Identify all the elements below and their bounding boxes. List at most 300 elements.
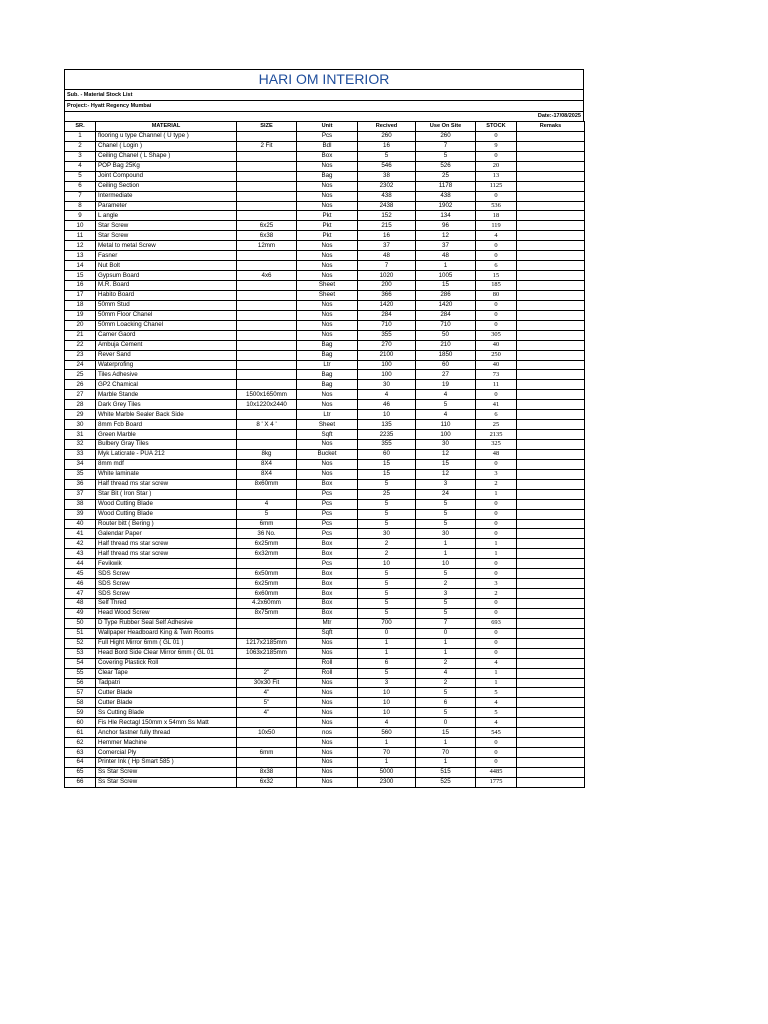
use-on-site-cell: 1005 xyxy=(416,271,476,281)
sr-cell: 66 xyxy=(65,777,96,787)
size-cell xyxy=(237,628,297,638)
stock-cell: 0 xyxy=(476,241,517,251)
unit-cell: nos xyxy=(297,728,358,738)
recived-cell: 1020 xyxy=(358,271,416,281)
use-on-site-cell: 3 xyxy=(416,479,476,489)
unit-cell: Bag xyxy=(297,380,358,390)
sr-cell: 20 xyxy=(65,320,96,330)
use-on-site-cell: 10 xyxy=(416,559,476,569)
stock-cell: 9 xyxy=(476,141,517,151)
material-cell: Metal to metal Screw xyxy=(96,241,237,251)
table-body xyxy=(65,131,585,787)
use-on-site-cell: 50 xyxy=(416,330,476,340)
use-on-site-cell: 5 xyxy=(416,400,476,410)
unit-cell: Pcs xyxy=(297,519,358,529)
remarks-cell xyxy=(517,231,585,241)
stock-cell: 15 xyxy=(476,271,517,281)
material-cell: Camer Gaord xyxy=(96,330,237,340)
size-cell xyxy=(237,161,297,171)
stock-cell: 536 xyxy=(476,201,517,211)
use-on-site-cell: 5 xyxy=(416,509,476,519)
table-row xyxy=(65,320,585,330)
use-on-site-cell: 100 xyxy=(416,430,476,440)
remarks-cell xyxy=(517,221,585,231)
recived-cell: 30 xyxy=(358,380,416,390)
use-on-site-cell: 0 xyxy=(416,718,476,728)
material-cell: 50mm Floor Chanel xyxy=(96,310,237,320)
stock-cell: 73 xyxy=(476,370,517,380)
material-cell: Fevikwik xyxy=(96,559,237,569)
sr-cell: 17 xyxy=(65,290,96,300)
unit-cell: Bag xyxy=(297,340,358,350)
recived-cell: 215 xyxy=(358,221,416,231)
remarks-cell xyxy=(517,400,585,410)
material-cell: Covering Plastick Roll xyxy=(96,658,237,668)
sr-cell: 26 xyxy=(65,380,96,390)
stock-cell: 0 xyxy=(476,519,517,529)
material-cell: Bulbery Gray Tiles xyxy=(96,440,237,450)
material-cell: White Marble Sealer Back Side xyxy=(96,410,237,420)
recived-cell: 7 xyxy=(358,261,416,271)
recived-cell: 5 xyxy=(358,509,416,519)
material-cell: POP Bag 25Kg xyxy=(96,161,237,171)
sr-cell: 49 xyxy=(65,608,96,618)
size-cell: 6x32 xyxy=(237,777,297,787)
table-row xyxy=(65,420,585,430)
remarks-cell xyxy=(517,489,585,499)
recived-cell: 355 xyxy=(358,440,416,450)
recived-cell: 5 xyxy=(358,608,416,618)
stock-cell: 0 xyxy=(476,599,517,609)
remarks-cell xyxy=(517,261,585,271)
material-cell: Waterprofing xyxy=(96,360,237,370)
unit-cell: Box xyxy=(297,539,358,549)
size-cell: 30x30 Fit xyxy=(237,678,297,688)
size-cell: 1500x1650mm xyxy=(237,390,297,400)
sr-cell: 61 xyxy=(65,728,96,738)
recived-cell: 2302 xyxy=(358,181,416,191)
stock-cell: 4 xyxy=(476,658,517,668)
stock-cell: 4485 xyxy=(476,767,517,777)
unit-cell: Pcs xyxy=(297,499,358,509)
unit-cell: Nos xyxy=(297,688,358,698)
use-on-site-cell: 5 xyxy=(416,688,476,698)
use-on-site-cell: 12 xyxy=(416,449,476,459)
recived-cell: 4 xyxy=(358,718,416,728)
recived-cell: 5000 xyxy=(358,767,416,777)
unit-cell: Nos xyxy=(297,767,358,777)
table-row xyxy=(65,748,585,758)
use-on-site-cell: 5 xyxy=(416,519,476,529)
use-on-site-cell: 4 xyxy=(416,668,476,678)
material-cell: Chanel ( Login ) xyxy=(96,141,237,151)
use-on-site-cell: 27 xyxy=(416,370,476,380)
unit-cell: Nos xyxy=(297,777,358,787)
material-cell: Intermediate xyxy=(96,191,237,201)
remarks-cell xyxy=(517,589,585,599)
table-row xyxy=(65,340,585,350)
use-on-site-cell: 12 xyxy=(416,469,476,479)
table-row xyxy=(65,300,585,310)
remarks-cell xyxy=(517,618,585,628)
table-row xyxy=(65,708,585,718)
recived-cell: 2 xyxy=(358,549,416,559)
use-on-site-cell: 710 xyxy=(416,320,476,330)
size-cell: 2" xyxy=(237,668,297,678)
remarks-cell xyxy=(517,360,585,370)
use-on-site-cell: 48 xyxy=(416,251,476,261)
stock-cell: 0 xyxy=(476,320,517,330)
sr-cell: 6 xyxy=(65,181,96,191)
table-row xyxy=(65,728,585,738)
stock-cell: 0 xyxy=(476,499,517,509)
sr-cell: 56 xyxy=(65,678,96,688)
table-header-row xyxy=(65,122,585,132)
use-on-site-cell: 134 xyxy=(416,211,476,221)
use-on-site-cell: 1 xyxy=(416,261,476,271)
unit-cell: Nos xyxy=(297,261,358,271)
recived-cell: 2300 xyxy=(358,777,416,787)
remarks-cell xyxy=(517,519,585,529)
recived-cell: 700 xyxy=(358,618,416,628)
material-cell: Ss Star Screw xyxy=(96,777,237,787)
use-on-site-cell: 284 xyxy=(416,310,476,320)
stock-cell: 0 xyxy=(476,151,517,161)
stock-cell: 40 xyxy=(476,360,517,370)
recived-cell: 30 xyxy=(358,529,416,539)
sr-cell: 18 xyxy=(65,300,96,310)
remarks-cell xyxy=(517,330,585,340)
material-cell: 8mm Fcb Board xyxy=(96,420,237,430)
material-cell: Tadpatri xyxy=(96,678,237,688)
table-row xyxy=(65,271,585,281)
sr-cell: 47 xyxy=(65,589,96,599)
size-cell: 4 xyxy=(237,499,297,509)
material-cell: Nut Bolt xyxy=(96,261,237,271)
size-cell: 6x50mm xyxy=(237,569,297,579)
use-on-site-cell: 96 xyxy=(416,221,476,231)
sr-cell: 57 xyxy=(65,688,96,698)
unit-cell: Bucket xyxy=(297,449,358,459)
stock-cell: 0 xyxy=(476,559,517,569)
unit-cell: Nos xyxy=(297,330,358,340)
recived-cell: 25 xyxy=(358,489,416,499)
material-cell: Ceiling Chanel ( L Shape ) xyxy=(96,151,237,161)
size-cell xyxy=(237,171,297,181)
use-on-site-cell: 6 xyxy=(416,698,476,708)
recived-cell: 5 xyxy=(358,668,416,678)
material-cell: Wallpaper Headboard King & Twin Rooms xyxy=(96,628,237,638)
use-on-site-cell: 2 xyxy=(416,678,476,688)
table-row xyxy=(65,678,585,688)
stock-cell: 11 xyxy=(476,380,517,390)
use-on-site-cell: 526 xyxy=(416,161,476,171)
material-cell: Hemmer Machine xyxy=(96,738,237,748)
sr-cell: 36 xyxy=(65,479,96,489)
remarks-cell xyxy=(517,499,585,509)
material-cell: Galendar Paper xyxy=(96,529,237,539)
material-cell: Star Screw xyxy=(96,221,237,231)
recived-cell: 15 xyxy=(358,469,416,479)
size-cell: 6x25mm xyxy=(237,539,297,549)
remarks-cell xyxy=(517,728,585,738)
size-cell: 1063x2185mm xyxy=(237,648,297,658)
table-row xyxy=(65,688,585,698)
unit-cell: Nos xyxy=(297,320,358,330)
size-cell: 4" xyxy=(237,708,297,718)
stock-cell: 0 xyxy=(476,191,517,201)
stock-cell: 4 xyxy=(476,718,517,728)
recived-cell: 270 xyxy=(358,340,416,350)
stock-cell: 4 xyxy=(476,698,517,708)
recived-cell: 10 xyxy=(358,708,416,718)
unit-cell: Nos xyxy=(297,300,358,310)
size-cell xyxy=(237,320,297,330)
remarks-cell xyxy=(517,420,585,430)
size-cell: 6x32mm xyxy=(237,549,297,559)
stock-table xyxy=(64,121,585,788)
remarks-cell xyxy=(517,539,585,549)
remarks-cell xyxy=(517,310,585,320)
stock-cell: 3 xyxy=(476,579,517,589)
recived-cell: 260 xyxy=(358,131,416,141)
stock-cell: 0 xyxy=(476,390,517,400)
stock-cell: 1 xyxy=(476,678,517,688)
sr-cell: 54 xyxy=(65,658,96,668)
sr-cell: 41 xyxy=(65,529,96,539)
table-row xyxy=(65,668,585,678)
recived-cell: 5 xyxy=(358,479,416,489)
table-row xyxy=(65,191,585,201)
sr-cell: 35 xyxy=(65,469,96,479)
table-row xyxy=(65,131,585,141)
remarks-cell xyxy=(517,370,585,380)
use-on-site-cell: 1 xyxy=(416,539,476,549)
recived-cell: 100 xyxy=(358,370,416,380)
remarks-cell xyxy=(517,281,585,291)
remarks-cell xyxy=(517,688,585,698)
subject-line: Sub. - Material Stock List xyxy=(64,89,584,100)
remarks-cell xyxy=(517,758,585,768)
size-cell xyxy=(237,251,297,261)
sr-cell: 63 xyxy=(65,748,96,758)
table-row xyxy=(65,529,585,539)
size-cell: 1217x2185mm xyxy=(237,638,297,648)
material-cell: Wood Cutting Blade xyxy=(96,499,237,509)
remarks-cell xyxy=(517,638,585,648)
size-cell xyxy=(237,181,297,191)
unit-cell: Ltr xyxy=(297,410,358,420)
table-row xyxy=(65,589,585,599)
remarks-cell xyxy=(517,628,585,638)
use-on-site-cell: 1178 xyxy=(416,181,476,191)
stock-cell: 18 xyxy=(476,211,517,221)
recived-cell: 2 xyxy=(358,539,416,549)
table-row xyxy=(65,290,585,300)
unit-cell: Nos xyxy=(297,648,358,658)
stock-cell: 185 xyxy=(476,281,517,291)
material-cell: Half thread ms star screw xyxy=(96,539,237,549)
sr-cell: 8 xyxy=(65,201,96,211)
remarks-cell xyxy=(517,479,585,489)
table-row xyxy=(65,618,585,628)
header-remarks: Remaks xyxy=(517,122,585,132)
recived-cell: 366 xyxy=(358,290,416,300)
remarks-cell xyxy=(517,131,585,141)
table-row xyxy=(65,758,585,768)
recived-cell: 560 xyxy=(358,728,416,738)
recived-cell: 710 xyxy=(358,320,416,330)
stock-cell: 3 xyxy=(476,469,517,479)
stock-cell: 1 xyxy=(476,539,517,549)
sr-cell: 1 xyxy=(65,131,96,141)
material-stock-sheet xyxy=(64,69,584,788)
unit-cell: Sqft xyxy=(297,430,358,440)
recived-cell: 200 xyxy=(358,281,416,291)
table-row xyxy=(65,698,585,708)
size-cell: 5" xyxy=(237,698,297,708)
unit-cell: Nos xyxy=(297,181,358,191)
remarks-cell xyxy=(517,678,585,688)
table-row xyxy=(65,559,585,569)
use-on-site-cell: 1 xyxy=(416,738,476,748)
material-cell: Half thread ms star screw xyxy=(96,479,237,489)
material-cell: Ss Cutting Blade xyxy=(96,708,237,718)
table-row xyxy=(65,469,585,479)
size-cell: 8X4 xyxy=(237,459,297,469)
recived-cell: 5 xyxy=(358,151,416,161)
stock-cell: 0 xyxy=(476,569,517,579)
unit-cell: Mtr xyxy=(297,618,358,628)
header-material: MATERIAL xyxy=(96,122,237,132)
recived-cell: 3 xyxy=(358,678,416,688)
size-cell xyxy=(237,131,297,141)
use-on-site-cell: 438 xyxy=(416,191,476,201)
use-on-site-cell: 515 xyxy=(416,767,476,777)
remarks-cell xyxy=(517,648,585,658)
recived-cell: 5 xyxy=(358,589,416,599)
sr-cell: 33 xyxy=(65,449,96,459)
material-cell: 50mm Stud xyxy=(96,300,237,310)
size-cell xyxy=(237,380,297,390)
table-row xyxy=(65,261,585,271)
stock-cell: 2 xyxy=(476,479,517,489)
remarks-cell xyxy=(517,290,585,300)
size-cell: 12mm xyxy=(237,241,297,251)
use-on-site-cell: 37 xyxy=(416,241,476,251)
stock-cell: 1 xyxy=(476,668,517,678)
material-cell: Ceiling Section xyxy=(96,181,237,191)
stock-cell: 0 xyxy=(476,131,517,141)
size-cell: 4x6 xyxy=(237,271,297,281)
table-row xyxy=(65,440,585,450)
unit-cell: Pcs xyxy=(297,131,358,141)
unit-cell: Nos xyxy=(297,718,358,728)
sr-cell: 23 xyxy=(65,350,96,360)
recived-cell: 5 xyxy=(358,579,416,589)
header-unit: Unit xyxy=(297,122,358,132)
sr-cell: 40 xyxy=(65,519,96,529)
material-cell: M.R. Board xyxy=(96,281,237,291)
recived-cell: 37 xyxy=(358,241,416,251)
remarks-cell xyxy=(517,320,585,330)
unit-cell: Roll xyxy=(297,668,358,678)
use-on-site-cell: 5 xyxy=(416,151,476,161)
stock-cell: 0 xyxy=(476,459,517,469)
size-cell xyxy=(237,300,297,310)
material-cell: Dark Grey Tiles xyxy=(96,400,237,410)
unit-cell: Nos xyxy=(297,201,358,211)
use-on-site-cell: 286 xyxy=(416,290,476,300)
unit-cell: Nos xyxy=(297,241,358,251)
table-row xyxy=(65,380,585,390)
size-cell xyxy=(237,330,297,340)
remarks-cell xyxy=(517,459,585,469)
unit-cell: Pcs xyxy=(297,509,358,519)
material-cell: Tiles Adhesive xyxy=(96,370,237,380)
use-on-site-cell: 5 xyxy=(416,599,476,609)
remarks-cell xyxy=(517,410,585,420)
sr-cell: 32 xyxy=(65,440,96,450)
remarks-cell xyxy=(517,469,585,479)
size-cell xyxy=(237,440,297,450)
sr-cell: 13 xyxy=(65,251,96,261)
sr-cell: 38 xyxy=(65,499,96,509)
sr-cell: 37 xyxy=(65,489,96,499)
stock-cell: 0 xyxy=(476,748,517,758)
use-on-site-cell: 7 xyxy=(416,141,476,151)
sr-cell: 31 xyxy=(65,430,96,440)
remarks-cell xyxy=(517,201,585,211)
table-row xyxy=(65,449,585,459)
remarks-cell xyxy=(517,767,585,777)
table-row xyxy=(65,201,585,211)
size-cell: 6x38 xyxy=(237,231,297,241)
unit-cell: Pkt xyxy=(297,231,358,241)
remarks-cell xyxy=(517,698,585,708)
size-cell: 8x38 xyxy=(237,767,297,777)
recived-cell: 46 xyxy=(358,400,416,410)
material-cell: Clear Tape xyxy=(96,668,237,678)
material-cell: flooring u type Channel ( U type ) xyxy=(96,131,237,141)
sr-cell: 14 xyxy=(65,261,96,271)
sr-cell: 22 xyxy=(65,340,96,350)
remarks-cell xyxy=(517,350,585,360)
unit-cell: Nos xyxy=(297,310,358,320)
material-cell: Cutter Blade xyxy=(96,688,237,698)
unit-cell: Bdl xyxy=(297,141,358,151)
stock-cell: 1125 xyxy=(476,181,517,191)
material-cell: Star Screw xyxy=(96,231,237,241)
material-cell: Full Hight Mirror 6mm ( GL 01 ) xyxy=(96,638,237,648)
unit-cell: Nos xyxy=(297,191,358,201)
stock-cell: 48 xyxy=(476,449,517,459)
material-cell: Parameter xyxy=(96,201,237,211)
size-cell xyxy=(237,430,297,440)
recived-cell: 438 xyxy=(358,191,416,201)
unit-cell: Nos xyxy=(297,638,358,648)
remarks-cell xyxy=(517,748,585,758)
stock-cell: 0 xyxy=(476,628,517,638)
table-row xyxy=(65,171,585,181)
material-cell: Ambuja Cement xyxy=(96,340,237,350)
table-row xyxy=(65,161,585,171)
table-row xyxy=(65,648,585,658)
unit-cell: Box xyxy=(297,599,358,609)
size-cell: 6mm xyxy=(237,519,297,529)
unit-cell: Pcs xyxy=(297,559,358,569)
stock-cell: 1 xyxy=(476,549,517,559)
